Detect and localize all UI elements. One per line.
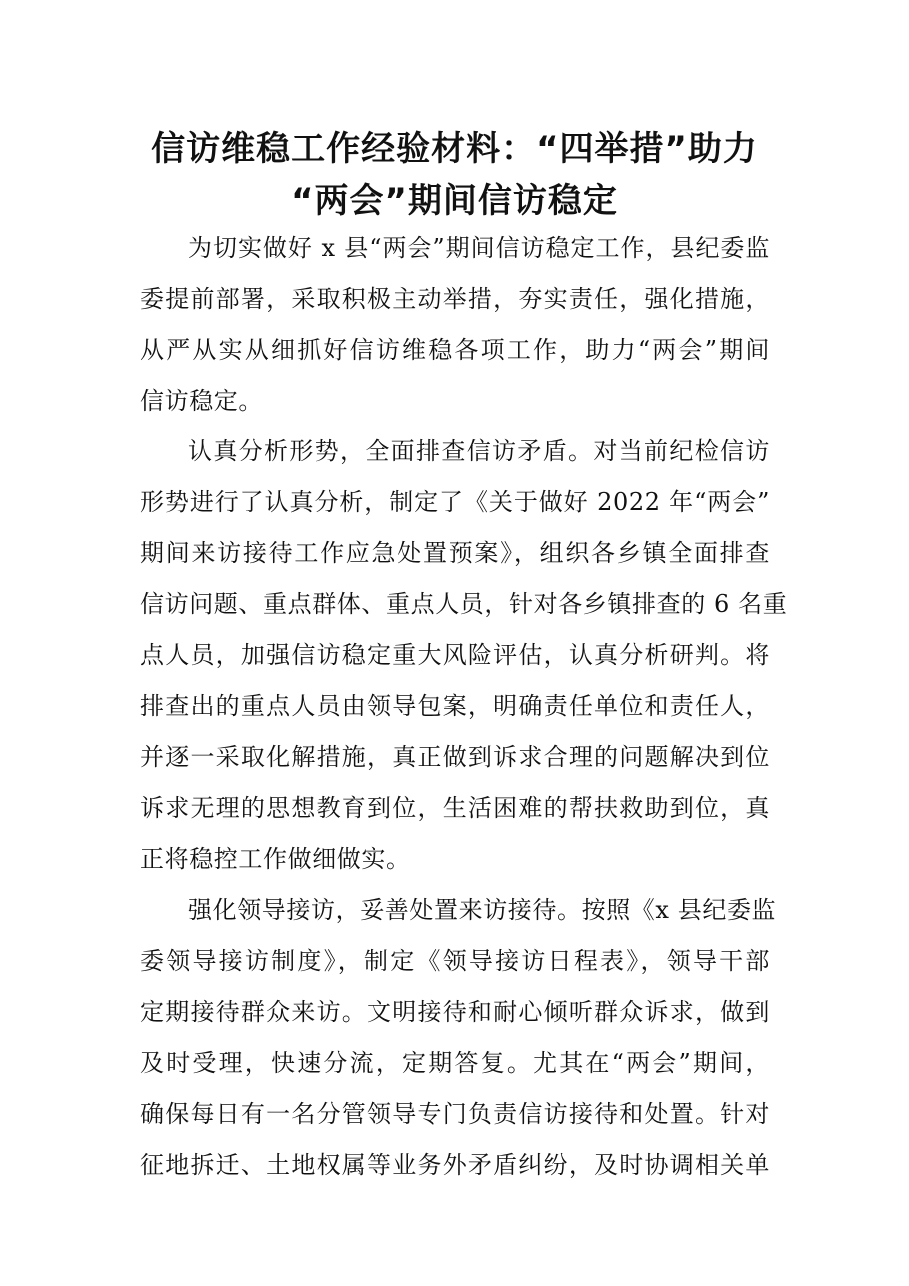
paragraph-3-line-4: 及时受理，快速分流，定期答复。尤其在“两会”期间， (140, 1049, 770, 1077)
paragraph-2-line-7: 并逐一采取化解措施，真正做到诉求合理的问题解决到位 (140, 743, 770, 771)
paragraph-3-line-2: 委领导接访制度》，制定《领导接访日程表》，领导干部 (140, 947, 770, 975)
paragraph-3-line-5: 确保每日有一名分管领导专门负责信访接待和处置。针对 (140, 1100, 770, 1128)
paragraph-2-line-9: 正将稳控工作做细做实。 (140, 845, 411, 873)
paragraph-2-line-5: 点人员，加强信访稳定重大风险评估，认真分析研判。将 (140, 641, 770, 669)
paragraph-1-line-2: 委提前部署，采取积极主动举措，夯实责任，强化措施， (140, 285, 770, 313)
paragraph-3-line-6: 征地拆迁、土地权属等业务外矛盾纠纷，及时协调相关单 (140, 1151, 770, 1179)
paragraph-1-line-3: 从严从实从细抓好信访维稳各项工作，助力“两会”期间 (140, 336, 770, 364)
paragraph-3-line-3: 定期接待群众来访。文明接待和耐心倾听群众诉求，做到 (140, 998, 770, 1026)
paragraph-2-line-2: 形势进行了认真分析，制定了《关于做好 2022 年“两会” (140, 488, 770, 516)
paragraph-2-line-3: 期间来访接待工作应急处置预案》，组织各乡镇全面排查 (140, 539, 770, 567)
paragraph-2-line-1: 认真分析形势，全面排查信访矛盾。对当前纪检信访 (188, 437, 770, 465)
document-title-line-1: 信访维稳工作经验材料：“四举措”助力 (151, 129, 758, 169)
paragraph-2-line-4: 信访问题、重点群体、重点人员，针对各乡镇排查的 6 名重 (140, 590, 788, 618)
document-title-line-2: “两会”期间信访稳定 (291, 181, 618, 221)
paragraph-1-line-1: 为切实做好 x 县“两会”期间信访稳定工作，县纪委监 (188, 234, 770, 262)
paragraph-3-line-1: 强化领导接访，妥善处置来访接待。按照《x 县纪委监 (188, 896, 777, 924)
paragraph-1-line-4: 信访稳定。 (140, 387, 263, 415)
paragraph-2-line-6: 排查出的重点人员由领导包案，明确责任单位和责任人， (140, 692, 770, 720)
paragraph-2-line-8: 诉求无理的思想教育到位，生活困难的帮扶救助到位，真 (140, 794, 770, 822)
